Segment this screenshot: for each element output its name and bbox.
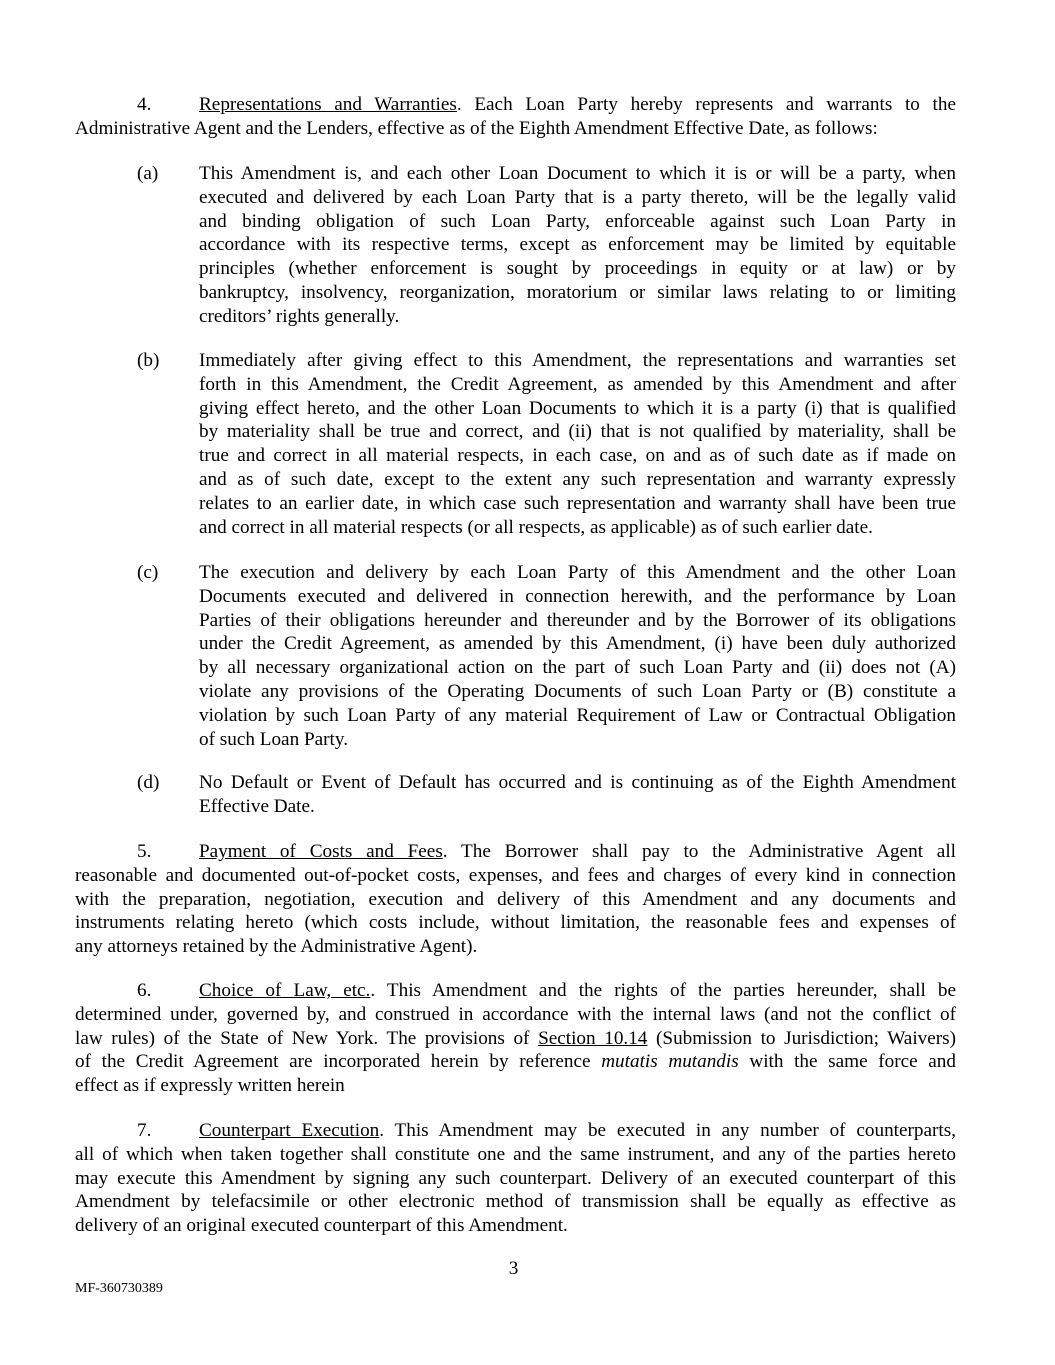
text-segment: of the Credit Agreement are incorporated herein by reference [75,1051,602,1073]
text-line: forth in this Amendment, the Credit Agreement, as amended by this Amendment and after [199,373,956,395]
text-segment: with the same force and [738,1051,956,1073]
clause-c [137,561,956,751]
text-line [75,1027,956,1051]
underlined-heading: Section 10.14 [538,1027,648,1049]
text-line: reasonable and documented out-of-pocket costs, expenses, and fees and charges of every kind in connection [75,864,956,886]
text-line [75,1050,956,1074]
text-line: may execute this Amendment by signing any such counterpart. Delivery of an executed counterpart of this [75,1167,956,1189]
text-line: Administrative Agent and the Lenders, effective as of the Eighth Amendment Effective Date, as follows: [75,117,878,139]
section-number: 5. [137,841,152,862]
underlined-heading: Choice of Law, etc. [199,980,371,1001]
text-line: Parties of their obligations hereunder and thereunder and by the Borrower of its obligations [199,609,956,631]
underlined-heading: Payment of Costs and Fees [199,841,443,862]
clause-a [137,162,956,329]
section-number: 6. [137,980,152,1001]
text-segment: (Submission to Jurisdiction; Waivers) [647,1027,956,1049]
text-line: creditors’ rights generally. [199,305,400,327]
text-line: violate any provisions of the Operating Documents of such Loan Party or (B) constitute a [199,680,956,702]
underlined-heading: Counterpart Execution [199,1120,380,1141]
text-line: effect as if expressly written herein [75,1075,345,1097]
text-line: principles (whether enforcement is sought by proceedings in equity or at law) or by [199,258,956,280]
text-line: any attorneys retained by the Administrative Agent). [75,936,478,958]
text-line: delivery of an original executed counterpart of this Amendment. [75,1215,568,1237]
text-line: and binding obligation of such Loan Party, enforceable against such Loan Party in [199,210,956,232]
underlined-heading: Representations and Warranties [199,94,457,115]
text-line: This Amendment is, and each other Loan Document to which it is or will be a party, when [199,163,956,184]
section-5 [75,840,956,959]
page-number: 3 [508,1258,519,1279]
text-line: instruments relating hereto (which costs include, without limitation, the reasonable fees and expenses of [75,912,956,934]
text-line: all of which when taken together shall constitute one and the same instrument, and any of the parties hereto [75,1143,956,1165]
clause-label: (b) [137,350,160,371]
text-line: No Default or Event of Default has occurred and is continuing as of the Eighth Amendment [199,772,956,793]
text-segment: . This Amendment and the rights of the parties hereunder, shall be [370,980,956,1001]
text-line: and as of such date, except to the extent any such representation and warranty expressly [199,468,956,490]
text-line: true and correct in all material respects, in each case, on and as of such date as if made on [199,445,956,467]
section-6 [75,979,956,1098]
text-line: bankruptcy, insolvency, reorganization, moratorium or similar laws relating to or limiting [199,281,956,303]
section-number: 7. [137,1120,152,1141]
section-number: 4. [137,94,152,115]
text-line: Documents executed and delivered in connection herewith, and the performance by Loan [199,585,956,607]
text-line: of such Loan Party. [199,728,349,750]
text-line: relates to an earlier date, in which case such representation and warranty shall have been true [199,492,956,514]
text-line [75,1119,956,1143]
clause-b [137,349,956,539]
text-line: Immediately after giving effect to this Amendment, the representations and warranties set [199,350,956,371]
text-line: by all necessary organizational action on the part of such Loan Party and (ii) does not (A) [199,657,956,679]
text-line: Amendment by telefacsimile or other electronic method of transmission shall be equally as effective as [75,1191,956,1213]
clause-d [137,771,956,819]
text-line [75,93,956,117]
text-segment: . This Amendment may be executed in any number of counterparts, [379,1120,957,1141]
document-id: MF-360730389 [75,1281,163,1296]
text-line: determined under, governed by, and construed in accordance with the internal laws (and not the conflict of [75,1003,956,1025]
text-line: under the Credit Agreement, as amended by this Amendment, (i) have been duly authorized [199,633,956,655]
text-line: with the preparation, negotiation, execution and delivery of this Amendment and any documents and [75,888,956,910]
clause-label: (a) [137,163,159,184]
clause-label: (d) [137,772,160,793]
text-line: Effective Date. [199,795,315,817]
text-segment: . Each Loan Party hereby represents and warrants to the [456,94,956,115]
text-segment: . The Borrower shall pay to the Administrative Agent all [442,841,956,862]
clause-label: (c) [137,562,159,583]
text-line: by materiality shall be true and correct, and (ii) that is not qualified by materiality, shall be [199,421,956,443]
text-line [75,840,956,864]
italic-text: mutatis mutandis [601,1051,739,1073]
section-4 [75,93,956,141]
text-line: giving effect hereto, and the other Loan Documents to which it is a party (i) that is qualified [199,397,956,419]
text-line: The execution and delivery by each Loan Party of this Amendment and the other Loan [199,562,956,583]
text-line: executed and delivered by each Loan Party that is a party thereto, will be the legally valid [199,186,956,208]
text-line: accordance with its respective terms, except as enforcement may be limited by equitable [199,234,956,256]
text-line: and correct in all material respects (or all respects, as applicable) as of such earlier date. [199,516,873,538]
text-line: violation by such Loan Party of any material Requirement of Law or Contractual Obligation [199,704,956,726]
section-7 [75,1119,956,1238]
text-segment: law rules) of the State of New York. The provisions of [75,1027,539,1049]
text-line [75,979,956,1003]
